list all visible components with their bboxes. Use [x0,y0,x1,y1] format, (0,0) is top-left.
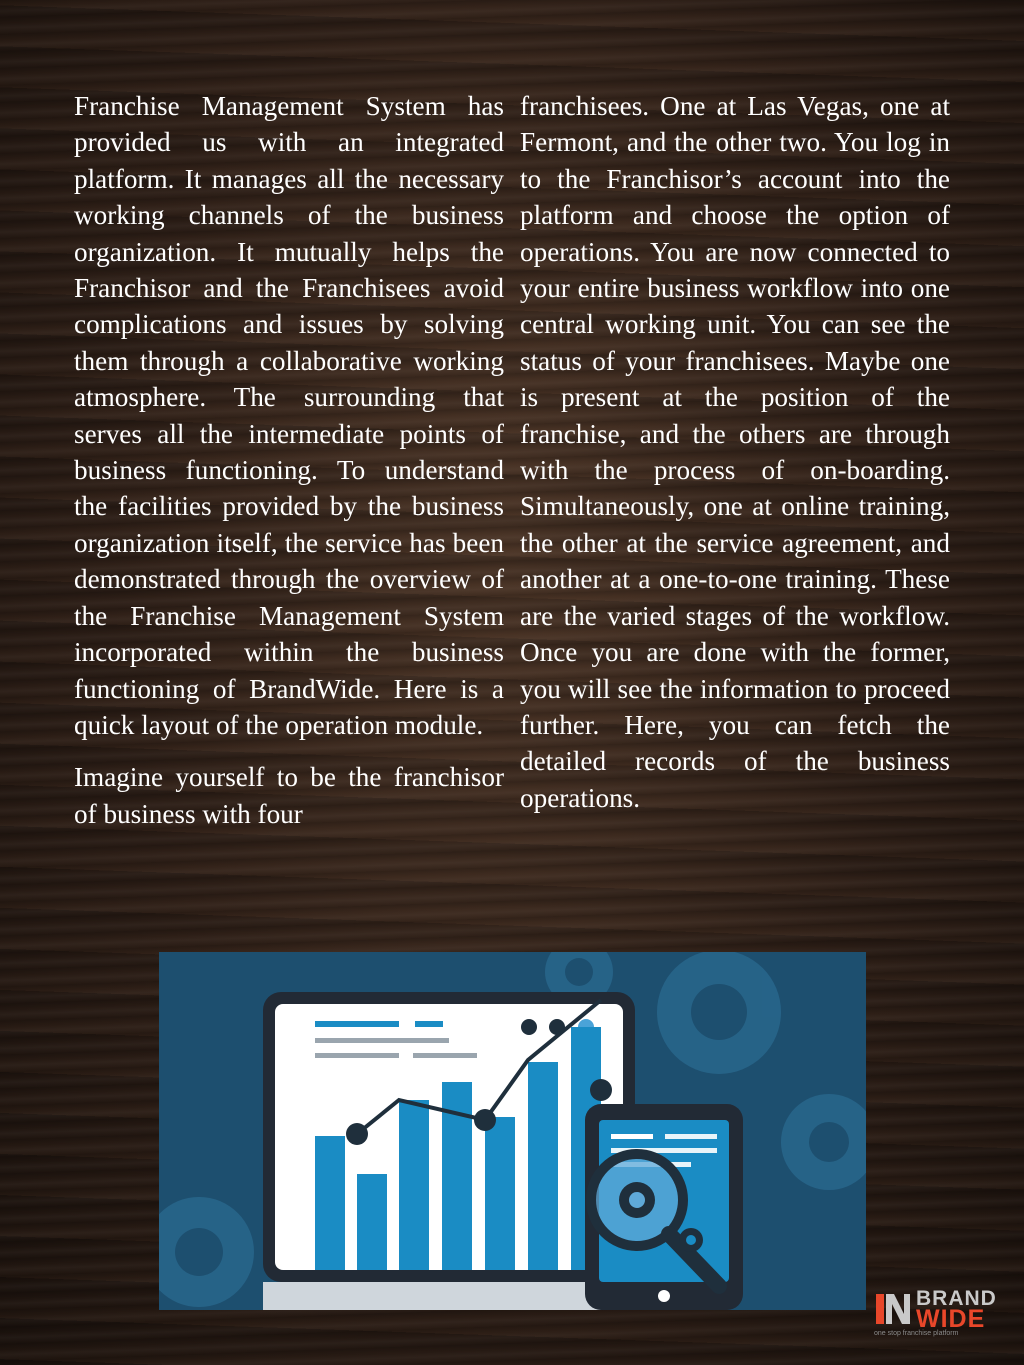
paragraph-franchisees: franchisees. One at Las Vegas, one at Fermont, and the other two. You log in to the Franchisor’s account into the platform and choose the option of operations. You are now connected to your entire business workflow into one central working unit. You can see the status of your franchisees. Maybe one is present at the position of the franchise, and the others are through with the process of on-boarding. Simultaneously, one at online training, the other at the service agreement, and another at a one-to-one training. These are the varied stages of the workflow. Once you are done with the former, you will see the information to proceed further. Here, you can fetch the detailed records of the business operations. [520,91,950,813]
brandwide-logo [874,1287,1004,1340]
paragraph-intro: Franchise Management System has provided us with an integrated platform. It manages all the necessary working channels of the business organization. It mutually helps the Franchisor and the Franchisees avoid complications and issues by solving them through a collaborative working atmosphere. The surrounding that serves all the intermediate points of business functioning. To understand the facilities provided by the business organization itself, the service has been demonstrated through the overview of the Franchise Management System incorporated within the business functioning of BrandWide. Here is a quick layout of the operation module. [74,91,504,740]
dashboard-illustration-svg [159,952,866,1310]
right-text-column [520,88,950,816]
logo-brand-text: BRAND [916,1287,997,1310]
logo-wide-text: WIDE [916,1305,986,1333]
analytics-illustration [159,952,866,1310]
paragraph-imagine: Imagine yourself to be the franchisor of business with four [74,762,504,829]
monitor-icon [263,992,635,1310]
left-text-column [74,88,504,832]
logo-wordmark [916,1287,997,1333]
logo-tagline: one stop franchise platform [874,1330,959,1337]
logo-mark-icon [874,1290,912,1328]
